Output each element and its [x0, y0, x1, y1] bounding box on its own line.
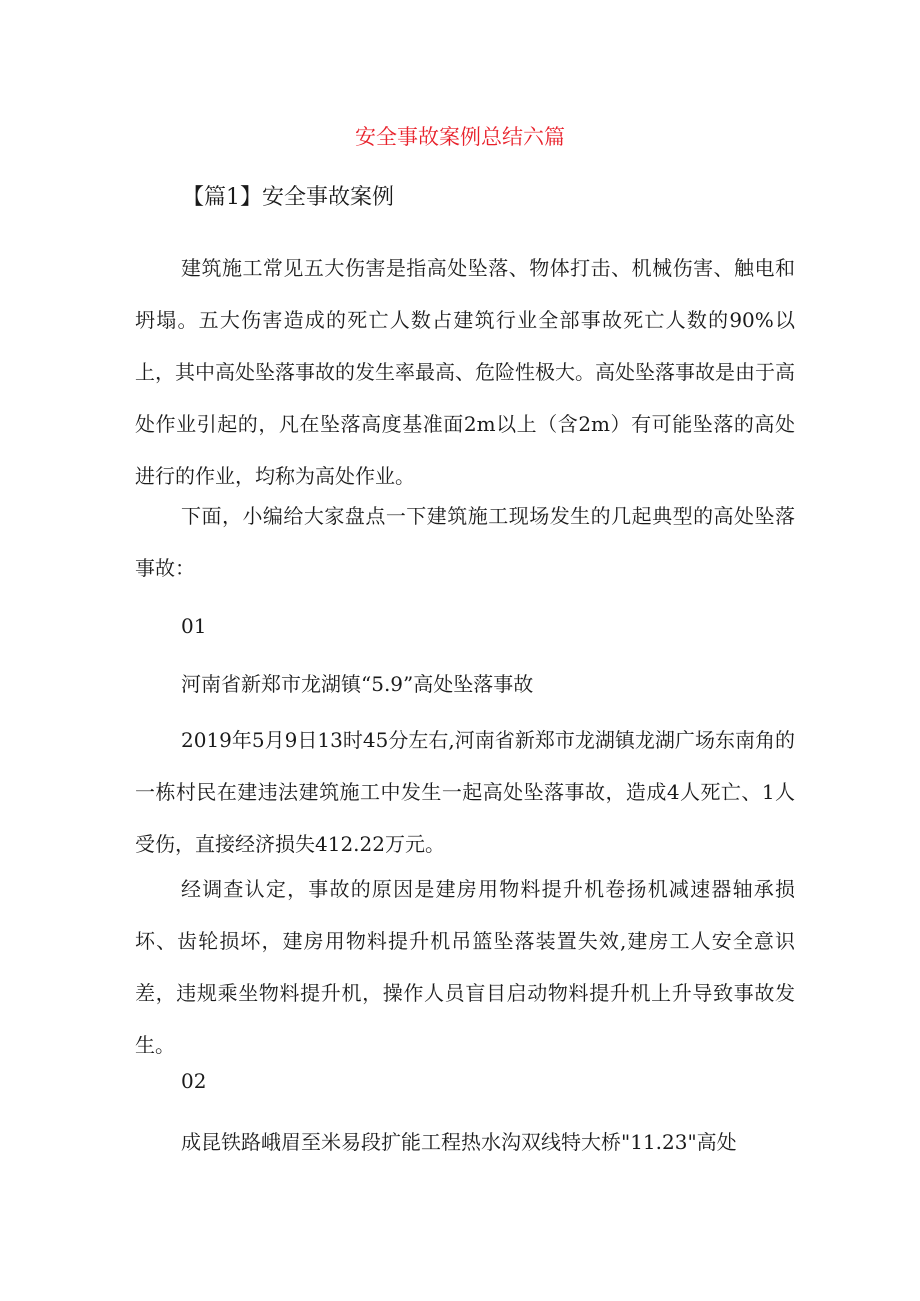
case-number-01: 01	[181, 614, 207, 638]
case2-title: 成昆铁路峨眉至米易段扩能工程热水沟双线特大桥"11.23"高处	[181, 1130, 737, 1154]
document-title: 安全事故案例总结六篇	[355, 125, 565, 149]
case1-cause: 经调查认定，事故的原因是建房用物料提升机卷扬机减速器轴承损坏、齿轮损坏，建房用物料提升机吊篮坠落装置失效,建房工人安全意识差，违规乘坐物料提升机，操作人员盲目启动物料提升机上升导致事故发生。	[135, 877, 795, 1057]
case-number-02: 02	[181, 1069, 207, 1093]
case1-description: 2019年5月9日13时45分左右,河南省新郑市龙湖镇龙湖广场东南角的一栋村民在建违法建筑施工中发生一起高处坠落事故，造成4人死亡、1人受伤，直接经济损失412.22万元。	[135, 728, 795, 856]
section-heading: 【篇1】安全事故案例	[182, 185, 394, 210]
case1-title: 河南省新郑市龙湖镇“5.9”高处坠落事故	[181, 672, 534, 696]
paragraph-intro: 建筑施工常见五大伤害是指高处坠落、物体打击、机械伤害、触电和坍塌。五大伤害造成的死亡人数占建筑行业全部事故死亡人数的90%以上，其中高处坠落事故的发生率最高、危险性极大。高处坠落事故是由于高处作业引起的，凡在坠落高度基准面2m以上（含2m）有可能坠落的高处进行的作业，均称为高处作业。	[135, 256, 795, 488]
paragraph-overview: 下面，小编给大家盘点一下建筑施工现场发生的几起典型的高处坠落事故：	[135, 504, 795, 580]
